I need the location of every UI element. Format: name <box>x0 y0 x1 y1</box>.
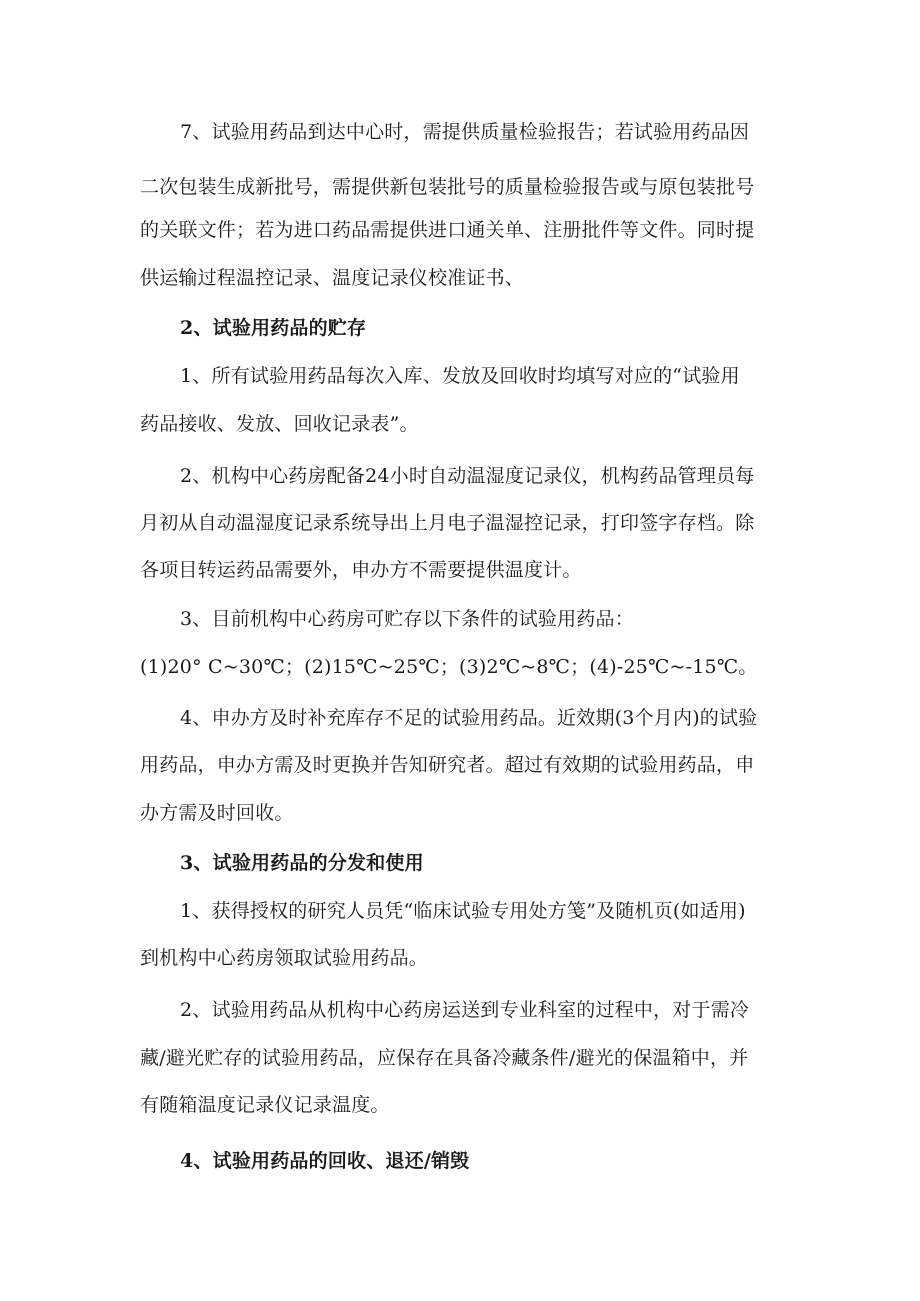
paragraph-line: 藏/避光贮存的试验用药品，应保存在具备冷藏条件/避光的保温箱中，并 <box>140 1047 749 1069</box>
paragraph-line: 到机构中心药房领取试验用药品。 <box>140 947 429 969</box>
storage-conditions-line: (1)20° C~30℃；(2)15℃~25℃；(3)2℃~8℃；(4)-25℃~-15℃。 <box>140 656 758 678</box>
paragraph-line: 1、所有试验用药品每次入库、发放及回收时均填写对应的“试验用 <box>180 365 740 387</box>
section-heading: 4、试验用药品的回收、退还/销毁 <box>180 1150 470 1172</box>
paragraph-line: 2、试验用药品从机构中心药房运送到专业科室的过程中，对于需冷 <box>180 999 750 1021</box>
paragraph-line: 的关联文件；若为进口药品需提供进口通关单、注册批件等文件。同时提 <box>140 219 755 241</box>
paragraph-line: 办方需及时回收。 <box>140 802 294 824</box>
paragraph-line: 二次包装生成新批号，需提供新包装批号的质量检验报告或与原包装批号 <box>140 176 755 198</box>
paragraph-line: 2、机构中心药房配备24小时自动温湿度记录仪，机构药品管理员每 <box>180 465 755 487</box>
paragraph-line: 有随箱温度记录仪记录温度。 <box>140 1094 390 1116</box>
paragraph-line: 4、申办方及时补充库存不足的试验用药品。近效期(3个月内)的试验 <box>180 707 758 729</box>
paragraph-line: 各项目转运药品需要外，申办方不需要提供温度计。 <box>140 559 582 581</box>
paragraph-line: 月初从自动温湿度记录系统导出上月电子温湿控记录，打印签字存档。除 <box>140 512 755 534</box>
paragraph-line: 3、目前机构中心药房可贮存以下条件的试验用药品： <box>180 608 634 630</box>
paragraph-line: 供运输过程温控记录、温度记录仪校准证书、 <box>140 267 525 289</box>
section-heading: 3、试验用药品的分发和使用 <box>180 852 424 874</box>
paragraph-line: 用药品，申办方需及时更换并告知研究者。超过有效期的试验用药品，申 <box>140 754 755 776</box>
section-heading: 2、试验用药品的贮存 <box>180 317 367 339</box>
paragraph-line: 7、试验用药品到达中心时，需提供质量检验报告；若试验用药品因 <box>180 121 750 143</box>
paragraph-line: 药品接收、发放、回收记录表”。 <box>140 413 419 435</box>
paragraph-line: 1、获得授权的研究人员凭“临床试验专用处方笺”及随机页(如适用) <box>180 900 746 922</box>
